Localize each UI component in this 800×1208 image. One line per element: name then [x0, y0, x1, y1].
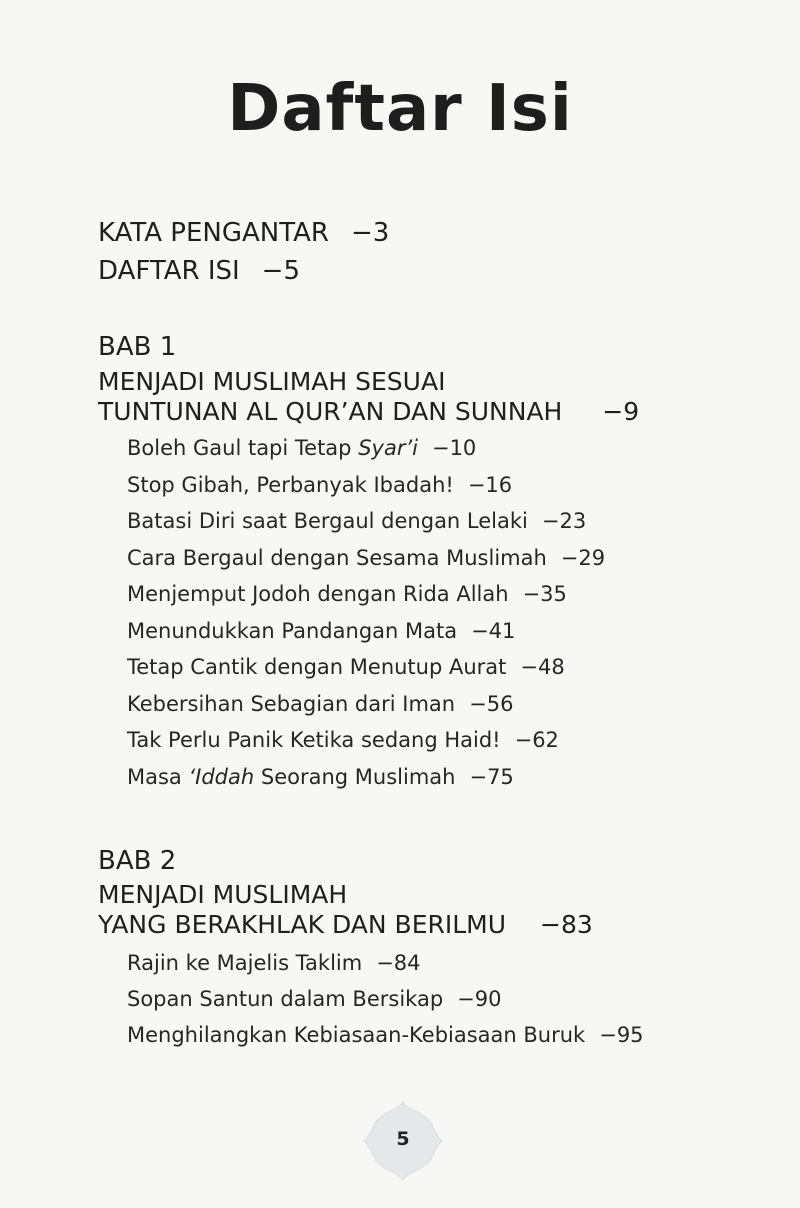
toc-item-text-rest: Seorang Muslimah: [254, 764, 456, 789]
toc-item: [127, 546, 605, 570]
chapter-heading-line1: MENJADI MUSLIMAH SESUAI: [98, 367, 446, 396]
chapter-heading-line1: MENJADI MUSLIMAH: [98, 880, 348, 909]
entry-page: −5: [261, 256, 300, 286]
toc-item-page: −23: [541, 509, 587, 533]
chapter-page: −9: [602, 397, 640, 426]
toc-item-text: Stop Gibah, Perbanyak Ibadah!: [127, 472, 454, 497]
chapter-label-bab2: BAB 2: [98, 846, 177, 876]
toc-item-page: −48: [520, 655, 565, 679]
toc-item-text: Masa: [127, 764, 189, 789]
chapter-heading-line2: [98, 910, 593, 939]
chapter-heading-text: YANG BERAKHLAK DAN BERILMU: [98, 910, 507, 939]
toc-item-text: Boleh Gaul tapi Tetap: [127, 436, 359, 460]
toc-item-page: −56: [469, 691, 514, 716]
toc-item-text: Menjemput Jodoh dengan Rida Allah: [127, 582, 509, 606]
toc-item-text: Sopan Santun dalam Bersikap: [127, 987, 444, 1011]
chapter-label-bab1: BAB 1: [98, 332, 177, 362]
toc-item: [127, 509, 586, 533]
toc-item-italic-term: ‘Iddah: [188, 764, 255, 789]
toc-item-italic-term: Syar’i: [358, 436, 418, 460]
toc-item: [127, 473, 512, 497]
entry-label: DAFTAR ISI: [98, 256, 240, 286]
toc-item-text: Tetap Cantik dengan Menutup Aurat: [127, 655, 507, 679]
toc-item: [127, 1023, 644, 1047]
toc-item-text: Menghilangkan Kebiasaan-Kebiasaan Buruk: [127, 1023, 586, 1047]
toc-item-text: Cara Bergaul dengan Sesama Muslimah: [127, 545, 547, 570]
toc-item-text: Batasi Diri saat Bergaul dengan Lelaki: [127, 509, 528, 533]
toc-item-page: −10: [431, 436, 477, 460]
toc-item-page: −90: [457, 987, 502, 1011]
chapter-heading-line2: [98, 397, 639, 426]
toc-entry-daftar-isi: [98, 256, 300, 286]
entry-label: KATA PENGANTAR: [98, 218, 329, 248]
toc-item: [127, 436, 476, 460]
page-number: 5: [396, 1128, 410, 1150]
chapter-heading-text: TUNTUNAN AL QUR’AN DAN SUNNAH: [98, 397, 563, 426]
toc-item-page: −62: [514, 728, 559, 752]
toc-item-text: Kebersihan Sebagian dari Iman: [127, 691, 456, 716]
toc-item: [127, 692, 513, 716]
toc-item-page: −95: [599, 1023, 644, 1047]
chapter-page: −83: [540, 910, 593, 939]
toc-item-page: −84: [376, 951, 421, 975]
toc-item: [127, 728, 559, 752]
toc-item-text: Rajin ke Majelis Taklim: [127, 951, 363, 975]
toc-item: [127, 582, 567, 606]
toc-item-page: −16: [467, 472, 513, 497]
toc-item: [127, 765, 514, 789]
toc-item: [127, 987, 502, 1011]
toc-entry-kata-pengantar: [98, 218, 389, 248]
toc-item-page: −35: [522, 582, 567, 606]
toc-item-page: −41: [471, 618, 516, 643]
toc-item-text: Tak Perlu Panik Ketika sedang Haid!: [127, 728, 501, 752]
toc-item-text: Menundukkan Pandangan Mata: [127, 618, 458, 643]
toc-item-page: −75: [469, 764, 514, 789]
toc-item-page: −29: [560, 545, 606, 570]
toc-item: [127, 619, 515, 643]
toc-item: [127, 655, 565, 679]
page-title: Daftar Isi: [227, 72, 573, 146]
toc-item: [127, 951, 421, 975]
entry-page: −3: [350, 218, 390, 248]
